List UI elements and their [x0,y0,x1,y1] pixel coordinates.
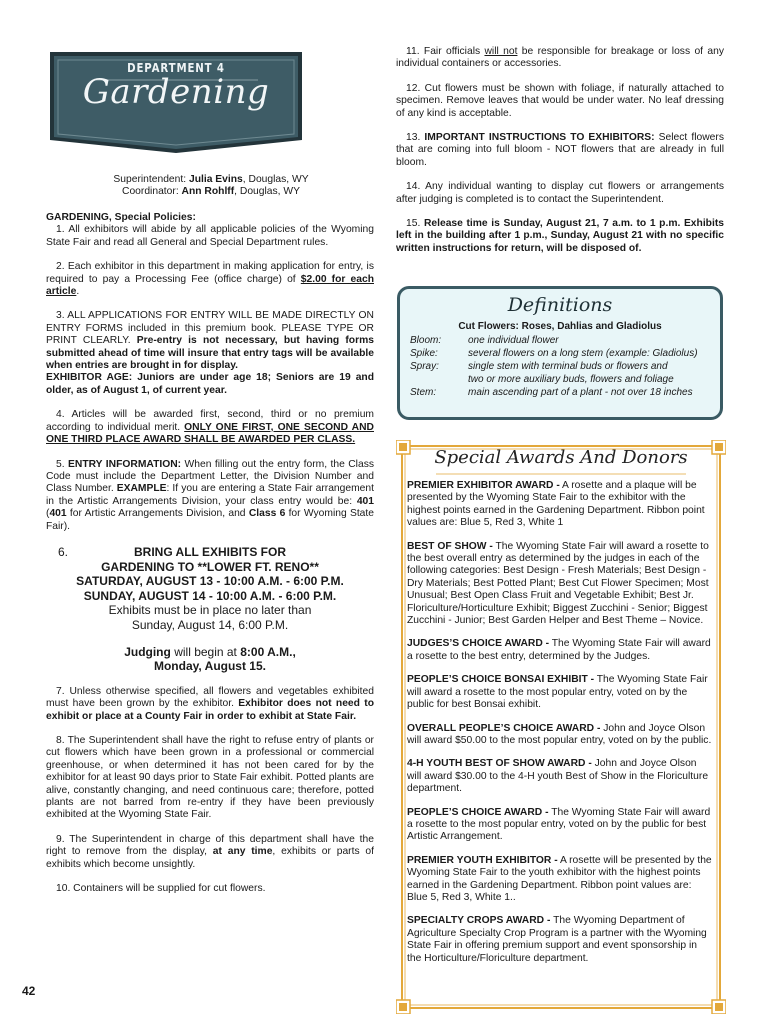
rule-13: 13. IMPORTANT INSTRUCTIONS TO EXHIBITORS: Select flowers that are coming into full bloom - NOT flowers that are already in full bloom. [396,132,724,168]
rule-3: 3. ALL APPLICATIONS FOR ENTRY WILL BE MADE DIRECTLY ON ENTRY FORMS included in this premium book. PLEASE TYPE OR PRINT CLEARLY. Pre-entry is not necessary, but having forms submitted ahead of time will insure that entry tags will be available when entries are brought in for display. EXHIBITOR AGE: Juniors are under age 18; Seniors are 19 and older, as of August 1, of current year. [46,310,374,396]
rule-7: 7. Unless otherwise specified, all flowers and vegetables exhibited must have been grown by the exhibitor. Exhibitor does not need to exhibit or place at a County Fair in order to exhibit at State Fair. [46,685,374,722]
left-column [46,212,374,907]
awards-title: Special Awards And Donors [434,447,688,468]
staff-info [46,174,376,199]
department-label: DEPARTMENT 4 [127,61,225,75]
definition-row: Bloom: one individual flower [410,334,559,346]
award-item: JUDGES’S CHOICE AWARD - The Wyoming State Fair will award a rosette to the best entry, determined by the Judges. [407,638,711,662]
policies-heading: GARDENING, Special Policies: [46,212,196,223]
superintendent-line: Superintendent: Julia Evins, Douglas, WY [113,174,309,185]
special-awards-box [396,440,726,1014]
judging-time: Judging will begin at 8:00 A.M., Monday, August 15. [124,644,296,674]
definitions-list [400,334,720,399]
award-item: 4-H YOUTH BEST OF SHOW AWARD - John and Joyce Olson will award $30.00 to the 4-H youth Best of Show in the Floriculture department. [407,758,709,795]
rule-9: 9. The Superintendent in charge of this department shall have the right to remove from the display, at any time, exhibits or parts of exhibits which become unsightly. [46,833,374,870]
page-title: Gardening [82,72,270,112]
definition-row: Spray: single stem with terminal buds or flowers and [410,360,668,372]
rule-10: 10. Containers will be supplied for cut flowers. [56,882,266,894]
rule-1: 1. All exhibitors will abide by all applicable policies of the Wyoming State Fair and read all General and Special Department rules. [46,224,374,248]
rule-8: 8. The Superintendent shall have the right to refuse entry of plants or cut flowers which have been grown in a professional or commercial greenhouse, or when determined it has not been cared for by the exhibitor for at least 90 days prior to State Fair exhibit. Potted plants are alive, constantly changing, and need continuous care; therefore, potted plants are not barred from re-entry if they have been previously exhibited at the Wyoming State Fair. [46,734,374,821]
definition-row: Spike: several flowers on a long stem (example: Gladiolus) [410,347,698,359]
award-item: PEOPLE’S CHOICE AWARD - The Wyoming State Fair will award a rosette to the most popular entry, voted on by the public for best Artistic Arrangement. [407,806,711,843]
award-item: PREMIER EXHIBITOR AWARD - A rosette and a plaque will be presented by the Wyoming State Fair to the exhibitor with the highest points earned in the Gardening Department. Ribbon point values are: Blue 5, Red 3, White 1 [407,480,705,529]
coordinator-line: Coordinator: Ann Rohlff, Douglas, WY [122,186,300,198]
definition-row: Stem: main ascending part of a plant - not over 18 inches [410,386,693,398]
rule-12: 12. Cut flowers must be shown with foliage, if naturally attached to specimen. Remove leaves that would be under water. No leaf dressing of any kind is acceptable. [396,82,724,119]
rule-4: 4. Articles will be awarded first, second, third or no premium according to individual merit. ONLY ONE FIRST, ONE SECOND AND ONE THIRD PLACE AWARD SHALL BE AWARDED PER CLASS. [46,409,374,446]
rule-15: 15. Release time is Sunday, August 21, 7 a.m. to 1 p.m. Exhibits left in the building after 1 p.m., Sunday, August 21 with no specific written instructions for return, will be disposed of. [396,218,724,254]
award-item: OVERALL PEOPLE’S CHOICE AWARD - John and Joyce Olson will award $50.00 to the most popular entry, voted on by the public. [407,722,712,746]
definition-row: two or more auxiliary buds, flowers and foliage [468,373,674,385]
awards-list [407,480,713,976]
rule-6-drop-off: 6. BRING ALL EXHIBITS FOR GARDENING TO **LOWER FT. RENO** SATURDAY, AUGUST 13 - 10:00 A.M. - 6:00 P.M. SUNDAY, AUGUST 14 - 10:00 A.M. - 6:00 P.M. Exhibits must be in place no later than Sunday, August 14, 6:00 P.M. [58,544,344,632]
right-column [396,46,724,267]
award-item: SPECIALTY CROPS AWARD - The Wyoming Department of Agriculture Specialty Crop Program is a partner with the Wyoming State Fair in offering premium support and event sponsorship in the Horticulture/Floriculture department. [407,915,707,964]
award-item: BEST OF SHOW - The Wyoming State Fair will award a rosette to the best overall entry as determined by the judges in each of the following categories: Best Design - Fresh Materials; Best Design - Dry Materials; Best Potted Plant; Best Cut Flower Specimen; Most Unusual; Best Open Class Fruit and Vegetable Exhibit; Best Jr. Floriculture/Horticulture Exhibit; Biggest Zucchini - Senior; Biggest Zucchini - Junior; Best Garden Helper and Best Theme – Novice. [407,540,709,627]
rule-5: 5. ENTRY INFORMATION: When filling out the entry form, the Class Code must include the Department Letter, the Division Number and Class Number. EXAMPLE: If you are entering a State Fair arrangement in the Artistic Arrangements Division, your class entry would be: 401 (401 for Artistic Arrangements Division, and Class 6 for Wyoming State Fair). [46,458,374,532]
award-item: PREMIER YOUTH EXHIBITOR - A rosette will be presented by the Wyoming State Fair to the youth exhibitor with the highest points earned in the Gardening Department. Ribbon point values are: Blue 5, Red 3, White 1.. [407,854,712,903]
rule-11: 11. Fair officials will not be responsible for breakage or loss of any individual containers or accessories. [396,46,724,70]
definitions-box [397,286,723,420]
page-number: 42 [22,984,36,998]
definitions-title: Definitions [507,294,613,316]
rule-14: 14. Any individual wanting to display cut flowers or arrangements after judging is completed is to contact the Superintendent. [396,181,724,205]
rule-2: 2. Each exhibitor in this department in making application for entry, is required to pay a Processing Fee (office charge) of $2.00 for each article. [46,261,374,298]
department-banner [46,52,306,154]
award-item: PEOPLE’S CHOICE BONSAI EXHIBIT - The Wyoming State Fair will award a rosette to the most popular entry, voted on by the public for best Bonsai exhibit. [407,674,708,711]
definitions-subtitle: Cut Flowers: Roses, Dahlias and Gladiolus [458,321,662,333]
